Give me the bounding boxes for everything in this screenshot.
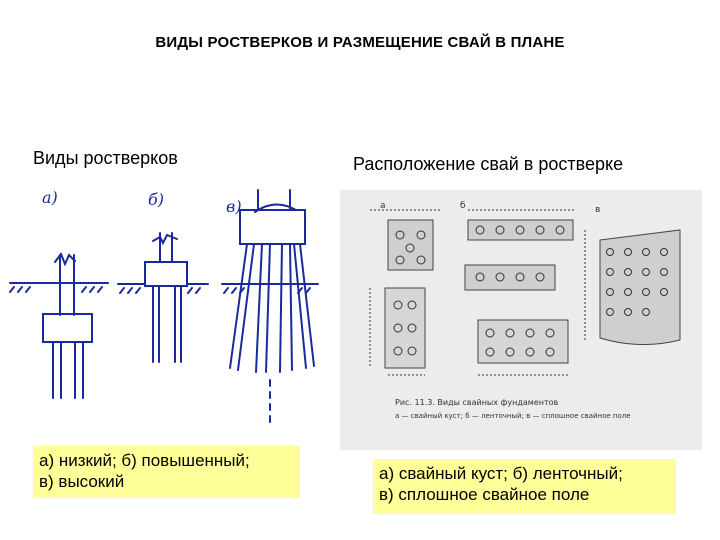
left-caption-line2: в) высокий [39, 472, 125, 491]
low-pile-cap [10, 254, 108, 398]
pile-layout-scan [340, 190, 702, 450]
label-v: в) [226, 197, 242, 216]
left-caption [33, 446, 300, 498]
scan-label-v: в [595, 205, 601, 215]
right-caption-line2: в) сплошное свайное поле [379, 485, 590, 504]
page-title: ВИДЫ РОСТВЕРКОВ И РАЗМЕЩЕНИЕ СВАЙ В ПЛАНЕ [155, 34, 565, 51]
scan-figure-legend: а — свайный куст; б — ленточный; в — сплошное свайное поле [395, 412, 631, 420]
scan-figure-caption: Рис. 11.3. Виды свайных фундаментов [395, 398, 559, 407]
right-caption [373, 459, 676, 514]
left-subtitle: Виды ростверков [33, 148, 178, 168]
left-caption-line1: а) низкий; б) повышенный; [39, 451, 250, 470]
right-caption-line1: а) свайный куст; б) ленточный; [379, 464, 623, 483]
label-a: а) [42, 188, 58, 207]
raised-pile-cap [118, 233, 208, 362]
scan-label-b: б [460, 201, 466, 211]
right-subtitle: Расположение свай в ростверке [353, 154, 624, 174]
pile-cap-types-sketch [0, 170, 340, 440]
scan-label-a: а [380, 201, 386, 211]
label-b: б) [148, 190, 165, 209]
high-pile-cap [222, 190, 318, 425]
